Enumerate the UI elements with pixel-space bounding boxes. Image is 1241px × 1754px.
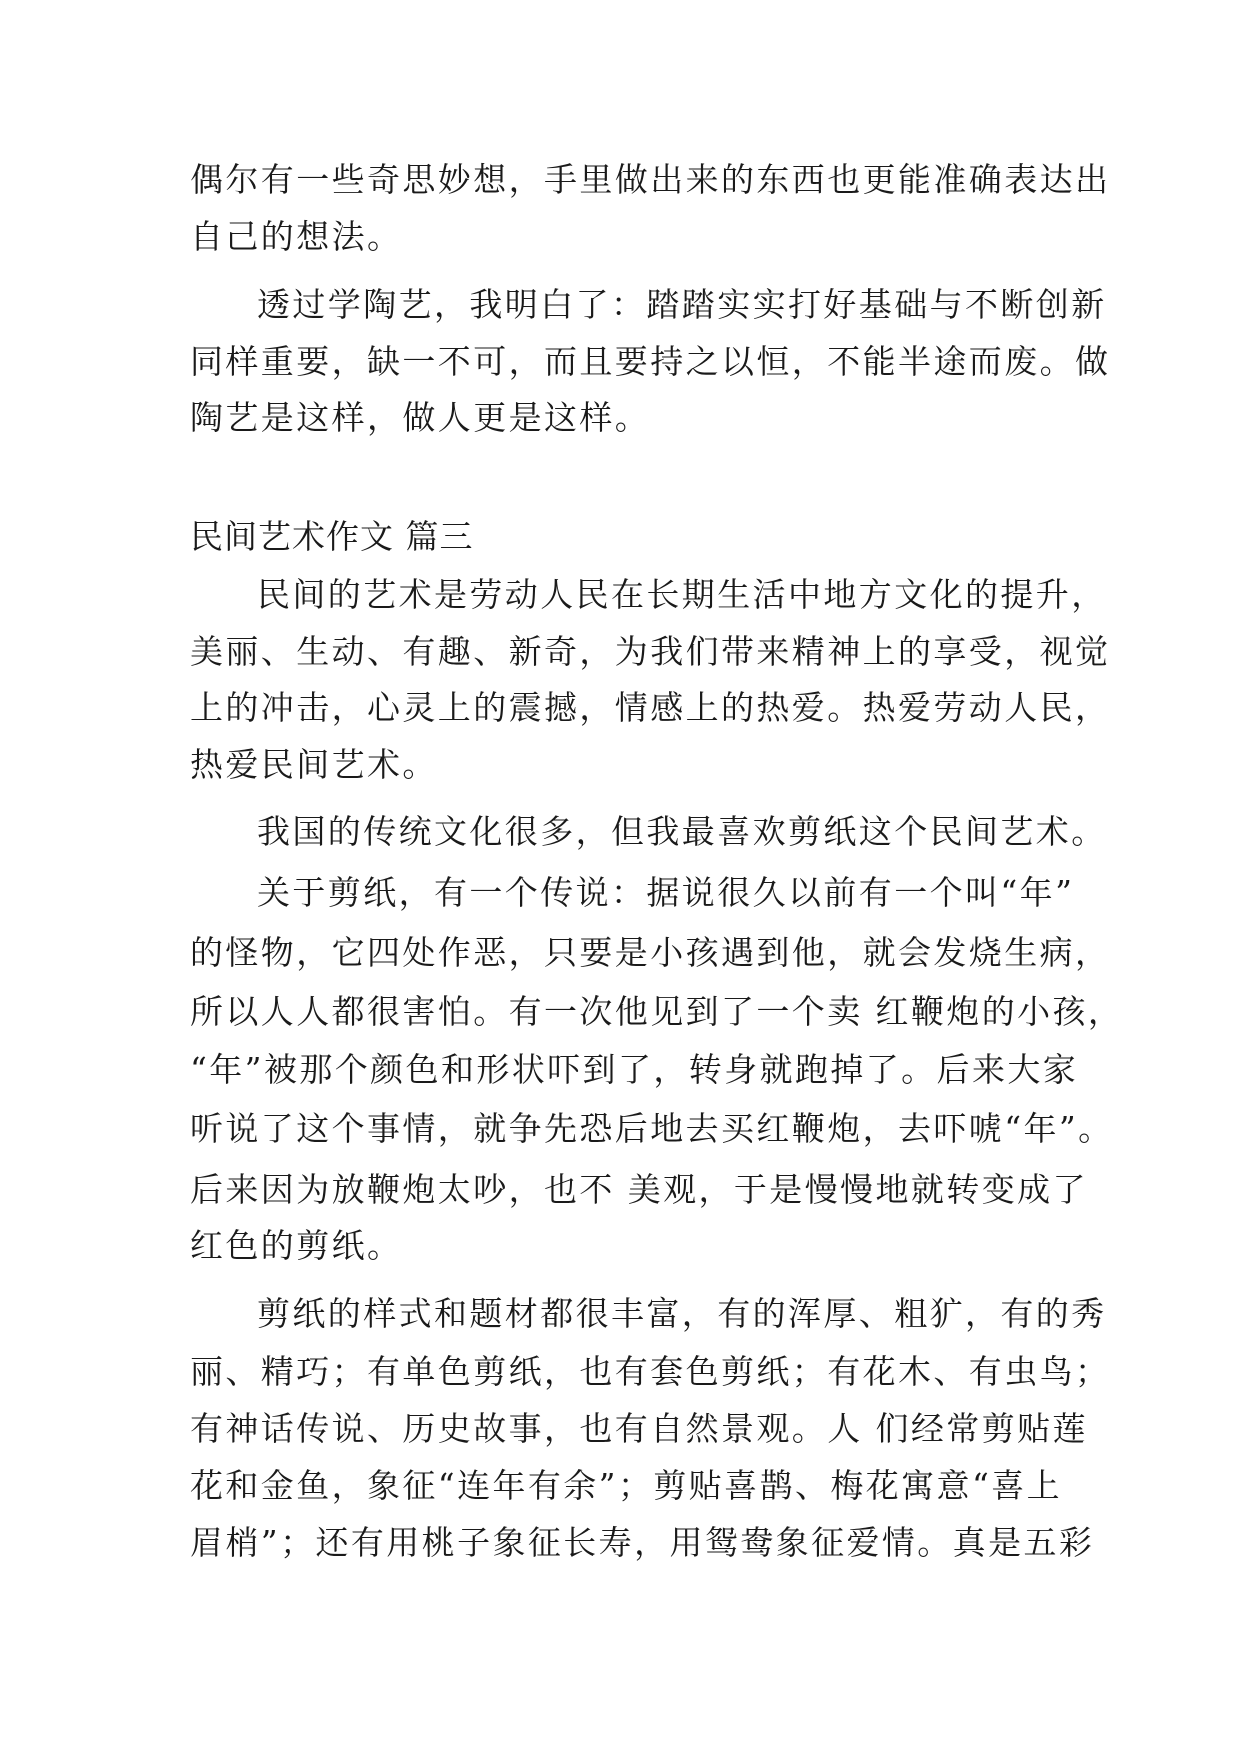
paragraph-line: 丽、精巧；有单色剪纸，也有套色剪纸；有花木、有虫鸟；	[190, 1352, 1111, 1391]
paragraph-line: 剪纸的样式和题材都很丰富，有的浑厚、粗犷，有的秀	[257, 1294, 1107, 1333]
paragraph-line: 透过学陶艺，我明白了：踏踏实实打好基础与不断创新	[257, 285, 1107, 324]
paragraph-line: 上的冲击，心灵上的震撼，情感上的热爱。热爱劳动人民，	[190, 688, 1111, 727]
paragraph-line: 美丽、生动、有趣、新奇，为我们带来精神上的享受，视觉	[190, 632, 1111, 671]
paragraph-line: 后来因为放鞭炮太吵，也不 美观，于是慢慢地就转变成了	[190, 1170, 1088, 1209]
paragraph-line: 的怪物，它四处作恶，只要是小孩遇到他，就会发烧生病，	[190, 933, 1111, 972]
paragraph-line: 红色的剪纸。	[190, 1226, 403, 1265]
paragraph-line: 陶艺是这样，做人更是这样。	[190, 398, 651, 437]
paragraph-line: 热爱民间艺术。	[190, 745, 438, 784]
section-title: 民间艺术作文 篇三	[190, 517, 474, 556]
paragraph-line: 花和金鱼，象征“连年有余”；剪贴喜鹊、梅花寓意“喜上	[190, 1466, 1063, 1505]
paragraph-line: 我国的传统文化很多，但我最喜欢剪纸这个民间艺术。	[257, 812, 1107, 851]
paragraph-line: 有神话传说、历史故事，也有自然景观。人 们经常剪贴莲	[190, 1409, 1088, 1448]
paragraph-line: 听说了这个事情，就争先恐后地去买红鞭炮，去吓唬“年”。	[190, 1109, 1114, 1148]
paragraph-line: 自己的想法。	[190, 217, 403, 256]
paragraph-line: 偶尔有一些奇思妙想，手里做出来的东西也更能准确表达出	[190, 160, 1111, 199]
paragraph-line: 关于剪纸，有一个传说：据说很久以前有一个叫“年”	[257, 873, 1075, 912]
paragraph-line: 所以人人都很害怕。有一次他见到了一个卖 红鞭炮的小孩，	[190, 992, 1124, 1031]
paragraph-line: “年”被那个颜色和形状吓到了，转身就跑掉了。后来大家	[190, 1050, 1079, 1089]
paragraph-line: 民间的艺术是劳动人民在长期生活中地方文化的提升，	[257, 575, 1107, 614]
paragraph-line: 同样重要，缺一不可，而且要持之以恒，不能半途而废。做	[190, 342, 1111, 381]
paragraph-line: 眉梢”；还有用桃子象征长寿，用鸳鸯象征爱情。真是五彩	[190, 1523, 1095, 1562]
